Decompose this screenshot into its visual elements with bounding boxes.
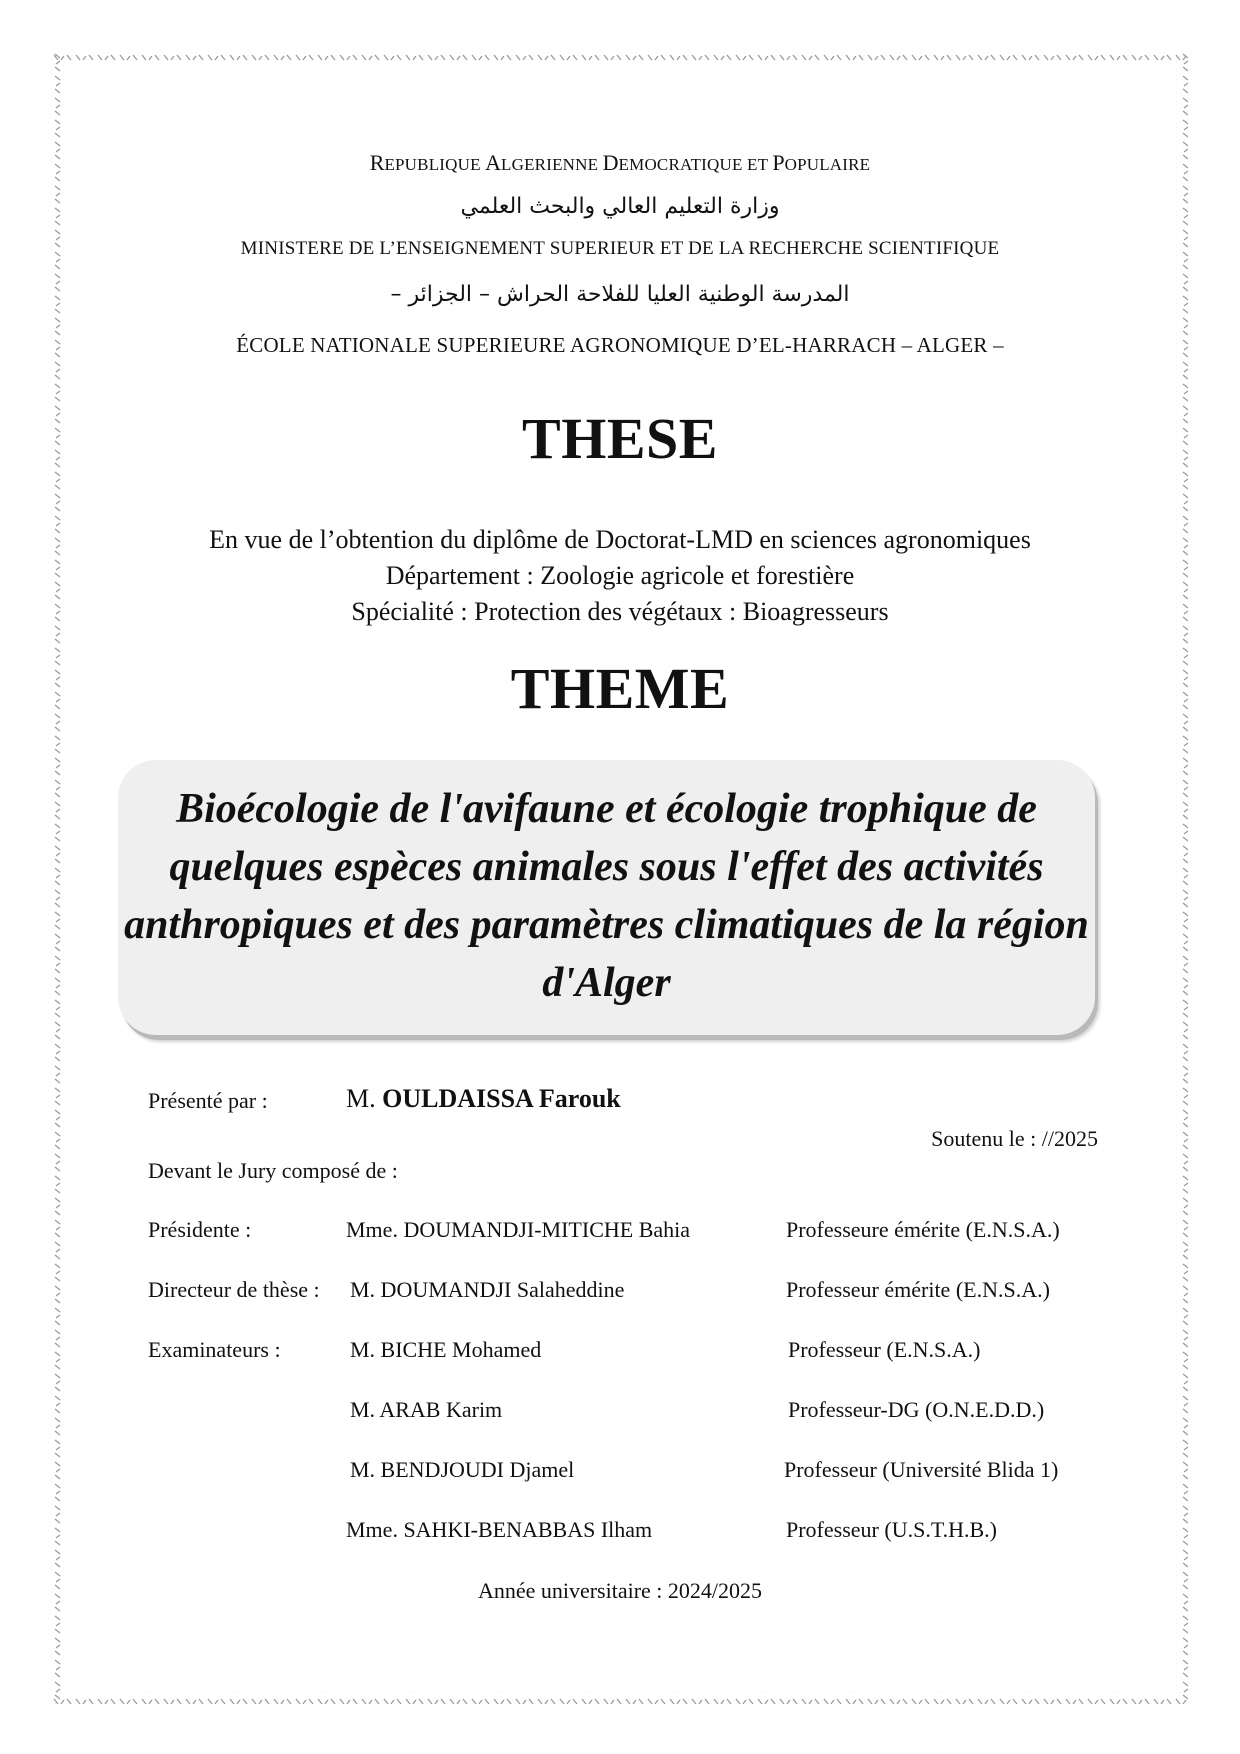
republic-cap-p: P (772, 150, 785, 175)
jury-title: Professeur-DG (O.N.E.D.D.) (788, 1397, 1045, 1422)
school-arabic: المدرسة الوطنية العليا للفلاحة الحراش – الجزائر – (390, 282, 850, 307)
jury-name: Mme. DOUMANDJI-MITICHE Bahia (346, 1217, 691, 1242)
jury-name: M. BICHE Mohamed (350, 1337, 542, 1362)
jury-role: Directeur de thèse : (148, 1277, 320, 1302)
republic-rest-4: OPULAIRE (784, 155, 871, 174)
republic-cap-a: A (485, 150, 502, 175)
republic-heading (0, 150, 1240, 176)
jury-name: M. DOUMANDJI Salaheddine (350, 1277, 625, 1302)
ministry-french: MINISTERE DE L’ENSEIGNEMENT SUPERIEUR ET DE LA RECHERCHE SCIENTIFIQUE (240, 238, 1000, 259)
department-line: Département : Zoologie agricole et forestière (385, 561, 855, 590)
jury-intro: Devant le Jury composé de : (148, 1158, 398, 1183)
presenter-civility: M. (346, 1084, 376, 1113)
presented-by-label: Présenté par : (148, 1088, 268, 1113)
presenter-name: OULDAISSA Farouk (382, 1084, 621, 1113)
thesis-subject: Bioécologie de l'avifaune et écologie trophique de quelques espèces animales sous l'effet des activités anthropiques et des paramètres climatiques de la région d'Alger (124, 786, 1089, 1006)
jury-title: Professeur (U.S.T.H.B.) (786, 1517, 998, 1542)
jury-title: Professeur émérite (E.N.S.A.) (786, 1277, 1050, 1302)
defense-date: Soutenu le : //2025 (931, 1126, 1098, 1151)
academic-year: Année universitaire : 2024/2025 (477, 1578, 763, 1603)
republic-rest-1: EPUBLIQUE (384, 155, 486, 174)
jury-name: M. ARAB Karim (350, 1397, 503, 1422)
jury-role: Présidente : (148, 1217, 252, 1242)
jury-name: Mme. SAHKI-BENABBAS Ilham (346, 1517, 653, 1542)
presenter (346, 1084, 621, 1114)
jury-name: M. BENDJOUDI Djamel (350, 1457, 575, 1482)
republic-cap-r: R (369, 150, 385, 175)
speciality-line: Spécialité : Protection des végétaux : Bioagresseurs (351, 597, 889, 626)
theme-title: THEME (510, 656, 730, 721)
diploma-line: En vue de l’obtention du diplôme de Doctorat-LMD en sciences agronomiques (209, 525, 1031, 554)
jury-role: Examinateurs : (148, 1337, 281, 1362)
jury-title: Professeur (Université Blida 1) (784, 1457, 1059, 1482)
jury-title: Professeure émérite (E.N.S.A.) (786, 1217, 1060, 1242)
jury-title: Professeur (E.N.S.A.) (788, 1337, 981, 1362)
ministry-arabic: وزارة التعليم العالي والبحث العلمي (460, 194, 780, 219)
these-title: THESE (522, 406, 718, 471)
republic-rest-3: EMOCRATIQUE ET (618, 155, 773, 174)
republic-cap-d: D (602, 150, 619, 175)
republic-rest-2: LGERIENNE (501, 155, 603, 174)
school-french: ÉCOLE NATIONALE SUPERIEURE AGRONOMIQUE D’EL-HARRACH – ALGER – (236, 333, 1004, 357)
